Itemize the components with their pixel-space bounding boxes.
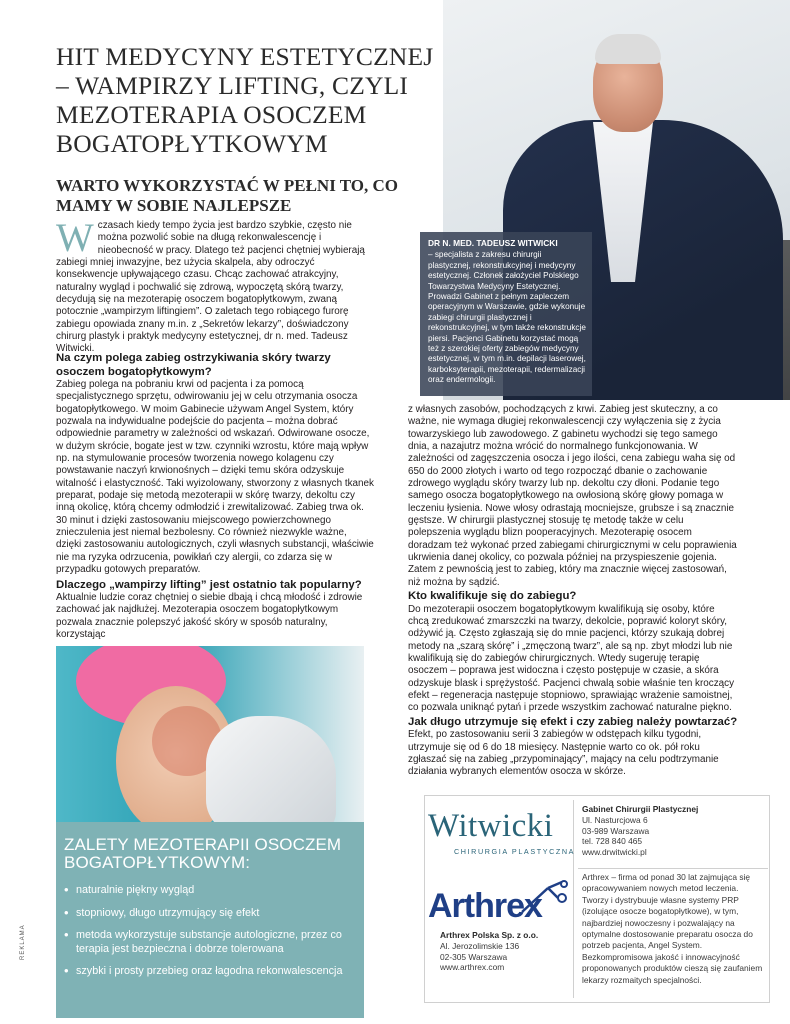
advertisement-label: REKLAMA <box>20 924 26 960</box>
arthrex-description: Arthrex – firma od ponad 30 lat zajmująca się opracowywaniem nowych metod leczenia. Tworzy i dystrybuuje własne systemy PRP (izolujące osocze bogatopłytkowe), w tym, najbardziej nowoczesny i pozwalający na optymalne dostosowanie preparatu osocza do potrzeb pacjenta, Angel System. Bezkompromisowa jakość i innowacyjność proponowanych produktów cieszą się zaufaniem lekarzy rozmaitych specjalności. <box>582 872 763 985</box>
section4-text: Efekt, po zastosowaniu serii 3 zabiegów w odstępach kilku tygodni, utrzymuje się od 6 do 18 miesięcy. Następnie warto co ok. pół roku zgłaszać się na zabieg „przypominający”, mający na celu podtrzymanie działania wybranych elementów osocza w skórze. <box>408 729 719 778</box>
section1-text: Zabieg polega na pobraniu krwi od pacjenta i za pomocą specjalistycznego sprzętu, odwirowaniu jej w celu otrzymania osocza bogatopłytkowego. W moim Gabinecie używam Angel System, który pozwala na indywidualne podejście do pacjenta – można dobrać odpowiednie parametry w zależności od wskazań. Odwirowane osocze, w dużym skrócie, bogate jest w tzw. czynniki wzrostu, które mają wpływ np. na stymulowanie procesów tworzenia nowego kolagenu czy powstawanie naczyń krwionośnych – dzięki temu skóra odzyskuje witalność i elastyczność. Taki wyizolowany, stworzony z własnych tkanek preparat, podaje się metodą mezoterapii w skórę twarzy, dekoltu czy inną okolicę, którą chcemy odmłodzić i zrewitalizować. Zabieg trwa ok. 30 minut i dzięki zastosowaniu miejscowego powierzchownego znieczulenia jest niemal bezbolesny. Co również niezwykle ważne, dzięki zastosowaniu autologicznych, czyli własnych substancji, właściwie nie ma ryzyka odrzucenia, powikłań czy alergii, co zdarza się w przypadku gotowych preparatów. <box>56 379 374 576</box>
arthrex-website[interactable]: www.arthrex.com <box>440 962 505 973</box>
gabinet-name: Gabinet Chirurgii Plastycznej <box>582 804 699 814</box>
treatment-photo <box>56 646 364 822</box>
section4-heading: Jak długo utrzymuje się efekt i czy zabieg należy powtarzać? <box>408 715 738 728</box>
doctor-name: DR N. MED. TADEUSZ WITWICKI <box>428 238 558 248</box>
benefit-item: • szybki i prosty przebieg oraz łagodna rekonwalescencja <box>64 965 358 979</box>
arthrex-address-line2: 02-305 Warszawa <box>440 951 508 962</box>
benefits-list <box>64 884 358 979</box>
doctor-hair <box>595 34 661 64</box>
gabinet-phone: tel. 728 840 465 <box>582 836 643 847</box>
gabinet-address-line2: 03-989 Warszawa <box>582 825 650 836</box>
doctor-info-box <box>420 232 592 396</box>
article-title: HIT MEDYCYNY ESTETYCZNEJ – WAMPIRZY LIFTING, CZYLI MEZOTERAPIA OSOCZEM BOGATOPŁYTKOWYM <box>56 42 434 158</box>
doctor-bio: – specjalista z zakresu chirurgii plastycznej, rekonstrukcyjnej i medycyny estetycznej. Członek założyciel Polskiego Towarzystwa Medycyny Estetycznej. Prowadzi Gabinet z pełnym zapleczem operacyjnym w Warszawie, gdzie wykonuje zabiegi chirurgii plastycznej i rekonstrukcyjnej, w tym także rekonstrukcje piersi. Pacjenci Gabinetu korzystać mogą też z szerokiej oferty zabiegów medycyny estetycznej, w tym m.in. depilacji laserowej, karboksyterapii, mezoterapii, redermalizacji oraz endermologii. <box>428 250 586 385</box>
witwicki-logo-subtitle: CHIRURGIA PLASTYCZNA <box>454 847 576 856</box>
arthrex-contact <box>440 930 570 973</box>
section2-text: Aktualnie ludzie coraz chętniej o siebie dbają i chcą młodość i zdrowie zachować jak najdłużej. Mezoterapia osoczem bogatopłytkowym pozwala znacznie polepszyć jakość skóry w sposób naturalny, korzystając <box>56 592 363 641</box>
arthrex-name: Arthrex Polska Sp. z o.o. <box>440 930 539 940</box>
gloved-hand <box>206 716 336 822</box>
ad-horizontal-divider <box>578 868 768 869</box>
gabinet-address-line1: Ul. Nasturcjowa 6 <box>582 814 648 825</box>
right-column-body <box>408 404 738 779</box>
witwicki-logo: Witwicki <box>428 808 554 844</box>
section3-text: Do mezoterapii osoczem bogatopłytkowym kwalifikują się osoby, które chcą zredukować zmarszczki na twarzy, dekolcie, poprawić koloryt skóry, odżywić ją. Często zgłaszają się do mnie pacjenci, którzy szukają dobrej metody na „szarą skórę” i „zmęczoną twarz”, ale są np. zbyt młodzi lub nie kwalifikują się do zabiegów chirurgicznych. Wtedy sugeruję terapię osoczem – poprawa jest widoczna i często postępuje w czasie, a skóra odzyskuje blask i sprężystość. Pacjenci chwalą sobie właśnie ten kroczący efekt – regeneracja następuje stopniowo, sprawiając wrażenie samoistnej, co pozwala uniknąć pytań i przede wszystkim zachować naturalne piękno. <box>408 603 735 714</box>
dropcap: W <box>56 215 94 260</box>
section3-heading: Kto kwalifikuje się do zabiegu? <box>408 590 577 603</box>
ad-divider <box>573 800 574 998</box>
left-column-body <box>56 352 374 641</box>
section2-heading: Dlaczego „wampirzy lifting” jest ostatnio tak popularny? <box>56 578 362 591</box>
intro-text: czasach kiedy tempo życia jest bardzo szybkie, często nie można pozwolić sobie na długą rekonwalescencję i nieobecność w pracy. Dlatego też pacjenci chętniej wybierają zabiegi mniej inwazyjne, bez użycia skalpela, aby odroczyć konsekwencje upływającego czasu. Chcąc zachować atrakcyjny, naturalny wygląd i pochwalić się zdrową, wypoczętą skórą twarzy, decydują się na mezoterapię osoczem bogatopłytkowym, zwaną potocznie „wampirzym liftingiem”. O zaletach tego robiącego furorę zabiegu opowiada znany m.in. z „Sekretów lekarzy”, doświadczony chirurg plastyk i praktyk medycyny estetycznej, dr n. med. Tadeusz Witwicki. <box>56 220 365 355</box>
col2-paragraph: z własnych zasobów, pochodzących z krwi. Zabieg jest skuteczny, a co ważne, nie wymaga długiej rekonwalescencji czy wyłączenia się z życia towarzyskiego lub zawodowego. Z gabinetu wychodzi się tego samego dnia, a nazajutrz można wrócić do normalnego funkcjonowania. W zależności od zagęszczenia osocza i jego ilości, cena zabiegu waha się od 650 do 2000 złotych i warto od tego rozpocząć dbanie o zachowanie zdrowego wyglądu skóry twarzy lub np. dekoltu czy dłoni. Podanie tego samego osocza bogatopłytkowego na owłosioną skórę głowy pomaga w leczeniu łysienia. Nowe włosy odrastają mocniejsze, grubsze i są znacznie gęstsze. W chirurgii plastycznej stosuję tę metodę także w celu polepszenia wyglądu blizn pooperacyjnych. Mezoterapię osocem doradzam też wykonać przed zabiegami chirurgicznymi w celu poprawienia ukrwienia danej okolicy, co pozwala później na przyspieszenie gojenia. Zatem z pewnością jest to zabieg, który ma znacznie więcej zastosowań, niż można by sądzić. <box>408 404 737 588</box>
benefit-item: • naturalnie piękny wygląd <box>64 884 358 898</box>
intro-column <box>56 215 374 356</box>
article-subtitle: WARTO WYKORZYSTAĆ W PEŁNI TO, CO MAMY W SOBIE NAJLEPSZE <box>56 176 399 215</box>
benefit-item: • stopniowy, długo utrzymujący się efekt <box>64 907 358 921</box>
arthrex-logo: Arthrex <box>428 887 542 925</box>
gabinet-website[interactable]: www.drwitwicki.pl <box>582 847 647 858</box>
section1-heading: Na czym polega zabieg ostrzykiwania skóry twarzy osoczem bogatopłytkowym? <box>56 352 331 378</box>
benefit-item: • metoda wykorzystuje substancje autologiczne, przez co terapia jest bezpieczna i dobrze tolerowana <box>64 929 358 956</box>
arthrex-address-line1: Al. Jerozolimskie 136 <box>440 940 520 951</box>
gabinet-contact <box>582 804 767 858</box>
arthrex-instrument-icon <box>518 878 568 918</box>
benefits-box <box>56 822 364 1018</box>
benefits-title: ZALETY MEZOTERAPII OSOCZEM BOGATOPŁYTKOWYM: <box>64 835 342 872</box>
